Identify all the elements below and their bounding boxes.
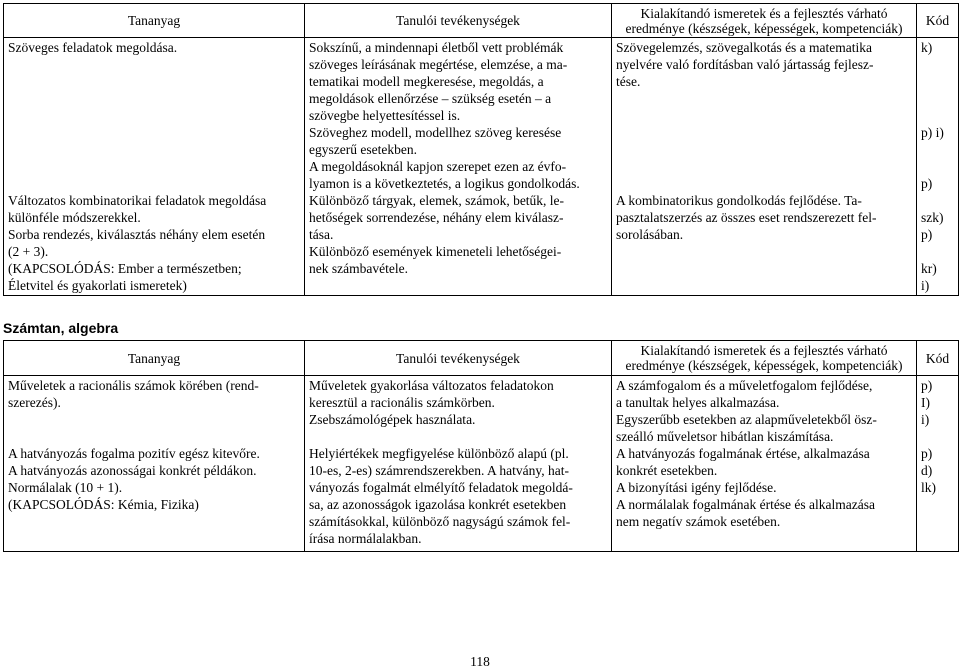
tevekenyseg-line: lyamon is a következtetés, a logikus gondolkodás. <box>309 176 580 191</box>
tevekenyseg-line: Különböző események kimeneteli lehetőségei- <box>309 244 562 259</box>
header-tevekenyseg: Tanulói tevékenységek <box>305 341 612 376</box>
tevekenyseg-line: nek számbavétele. <box>309 261 408 276</box>
kod-value: p) <box>921 227 933 242</box>
kod-cell <box>917 376 959 552</box>
curriculum-table-bottom <box>3 340 959 552</box>
kialakitando-line: szeálló műveletsor hibátlan kiszámítása. <box>616 429 834 444</box>
kialakitando-line: Szövegelemzés, szövegalkotás és a matematika <box>616 40 873 55</box>
tananyag-line: szerezés). <box>8 395 61 410</box>
tananyag-cell <box>4 376 305 552</box>
tananyag-line: (KAPCSOLÓDÁS: Ember a természetben; <box>8 261 242 276</box>
tananyag-line: Változatos kombinatorikai feladatok megoldása <box>8 193 267 208</box>
kod-value: k) <box>921 40 933 55</box>
tevekenyseg-line: Zsebszámológépek használata. <box>309 412 476 427</box>
kod-value: I) <box>921 395 930 410</box>
table-header-row <box>4 341 959 376</box>
section-heading: Számtan, algebra <box>3 320 119 336</box>
kod-value: i) <box>921 278 930 293</box>
kialakitando-cell <box>612 38 917 296</box>
tevekenyseg-line: hetőségek sorrendezése, néhány elem kiválasz- <box>309 210 564 225</box>
header-kialakitando-line: Kialakítandó ismeretek és a fejlesztés várható <box>640 343 888 358</box>
kod-value: p) <box>921 446 933 461</box>
tevekenyseg-line: számításokkal, különböző nagyságú számok fel- <box>309 514 571 529</box>
header-kialakitando-line: eredménye (készségek, képességek, kompetenciák) <box>625 358 903 373</box>
tevekenyseg-line: 10-es, 2-es) számrendszerekben. A hatvány, hat- <box>309 463 570 478</box>
tananyag-line: Életvitel és gyakorlati ismeretek) <box>8 278 187 293</box>
tevekenyseg-line: Helyiértékek megfigyelése különböző alapú (pl. <box>309 446 569 461</box>
tananyag-line: Normálalak (10 + 1). <box>8 480 123 495</box>
tevekenyseg-cell <box>305 38 612 296</box>
kod-value: p) i) <box>921 125 944 140</box>
tananyag-line: különféle módszerekkel. <box>8 210 141 225</box>
kialakitando-line: pasztalatszerzés az összes eset rendszerezett fel- <box>616 210 877 225</box>
kialakitando-line: A számfogalom és a műveletfogalom fejlődése, <box>616 378 873 393</box>
header-kialakitando <box>612 4 917 38</box>
kialakitando-line: A kombinatorikus gondolkodás fejlődése. Ta- <box>616 193 862 208</box>
tevekenyseg-line: sa, az azonosságok igazolása konkrét esetekben <box>309 497 567 512</box>
tevekenyseg-line: szövegbe helyettesítéssel is. <box>309 108 461 123</box>
tevekenyseg-cell <box>305 376 612 552</box>
tananyag-cell <box>4 38 305 296</box>
page-number: 118 <box>470 654 490 669</box>
tevekenyseg-line: Különböző tárgyak, elemek, számok, betűk, le- <box>309 193 565 208</box>
kialakitando-line: tése. <box>616 74 641 89</box>
tevekenyseg-line: tása. <box>309 227 334 242</box>
header-tananyag: Tananyag <box>4 341 305 376</box>
header-kialakitando-line: eredménye (készségek, képességek, kompetenciák) <box>625 20 903 36</box>
tananyag-line: Szöveges feladatok megoldása. <box>8 40 178 55</box>
tevekenyseg-line: Szöveghez modell, modellhez szöveg keresése <box>309 125 562 140</box>
tevekenyseg-line: szöveges leírásának megértése, elemzése, a ma- <box>309 57 568 72</box>
kialakitando-line: nyelvére való fordításban való jártasság fejlesz- <box>616 57 874 72</box>
curriculum-table-top <box>3 3 959 296</box>
tevekenyseg-line: Sokszínű, a mindennapi életből vett problémák <box>309 40 564 55</box>
tevekenyseg-line: írása normálalakban. <box>309 531 422 546</box>
tevekenyseg-line: tematikai modell megkeresése, megoldás, a <box>309 74 544 89</box>
kod-value: p) <box>921 378 933 393</box>
tananyag-line: (KAPCSOLÓDÁS: Kémia, Fizika) <box>8 497 199 512</box>
header-tananyag: Tananyag <box>4 4 305 38</box>
tananyag-line: (2 + 3). <box>8 244 49 259</box>
kod-value: i) <box>921 412 930 427</box>
tananyag-line: A hatványozás fogalma pozitív egész kitevőre. <box>8 446 260 461</box>
header-kialakitando-line: Kialakítandó ismeretek és a fejlesztés várható <box>640 5 888 21</box>
kialakitando-line: konkrét esetekben. <box>616 463 718 478</box>
kialakitando-line: A hatványozás fogalmának értése, alkalmazása <box>616 446 870 461</box>
header-tevekenyseg: Tanulói tevékenységek <box>305 4 612 38</box>
kialakitando-line: Egyszerűbb esetekben az alapműveletekből ösz- <box>616 412 877 427</box>
header-kod: Kód <box>917 4 959 38</box>
kod-cell <box>917 38 959 296</box>
tevekenyseg-line: Műveletek gyakorlása változatos feladatokon <box>309 378 554 393</box>
tevekenyseg-line: megoldások ellenőrzése – szükség esetén – a <box>309 91 552 106</box>
tananyag-line: Műveletek a racionális számok körében (rend- <box>8 378 259 393</box>
kod-value: kr) <box>921 261 937 276</box>
kialakitando-line: sorolásában. <box>616 227 684 242</box>
tananyag-line: Sorba rendezés, kiválasztás néhány elem esetén <box>8 227 266 242</box>
tevekenyseg-line: keresztül a racionális számkörben. <box>309 395 495 410</box>
kialakitando-line: A bizonyítási igény fejlődése. <box>616 480 777 495</box>
tevekenyseg-line: egyszerű esetekben. <box>309 142 417 157</box>
tananyag-line: A hatványozás azonosságai konkrét példákon. <box>8 463 257 478</box>
kod-value: p) <box>921 176 933 191</box>
kod-value: lk) <box>921 480 936 495</box>
kod-value: d) <box>921 463 933 478</box>
kialakitando-line: nem negatív számok esetében. <box>616 514 781 529</box>
kialakitando-line: a tanultak helyes alkalmazása. <box>616 395 780 410</box>
table-header-row <box>4 4 959 38</box>
kod-value: szk) <box>921 210 944 225</box>
tevekenyseg-line: A megoldásoknál kapjon szerepet ezen az évfo- <box>309 159 567 174</box>
header-kod: Kód <box>917 341 959 376</box>
table-row <box>4 376 959 552</box>
table-row <box>4 38 959 296</box>
kialakitando-line: A normálalak fogalmának értése és alkalmazása <box>616 497 876 512</box>
tevekenyseg-line: ványozás fogalmát elmélyítő feladatok megoldá- <box>309 480 573 495</box>
header-kialakitando <box>612 341 917 376</box>
kialakitando-cell <box>612 376 917 552</box>
